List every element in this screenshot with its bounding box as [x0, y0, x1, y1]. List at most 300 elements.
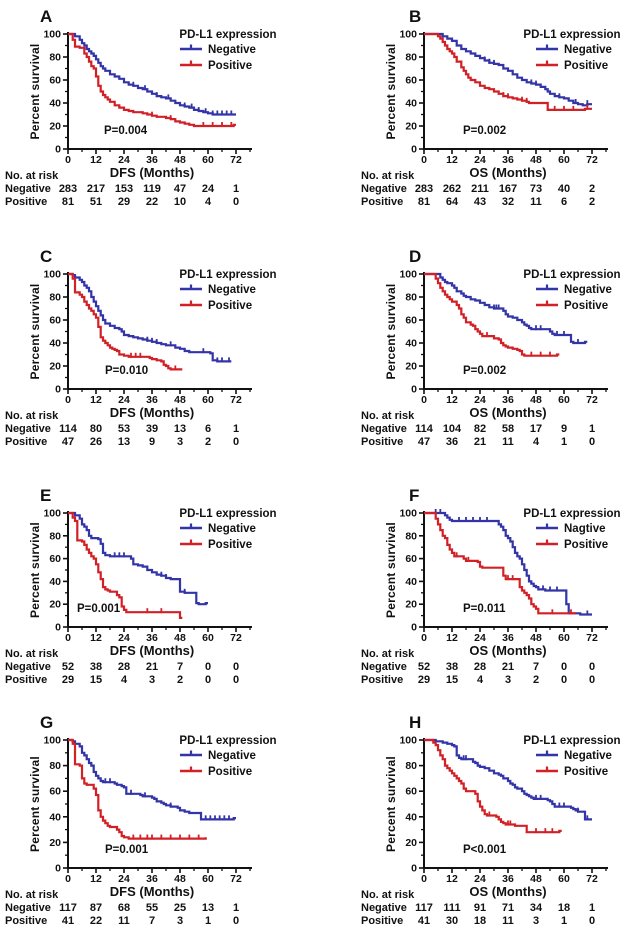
risk-count: 21 [145, 661, 159, 673]
risk-table-header: No. at risk [5, 889, 59, 901]
risk-count: 262 [442, 183, 462, 195]
risk-table-header: No. at risk [361, 648, 415, 660]
panel-label: F [409, 486, 420, 505]
p-value-annotation: P<0.001 [463, 844, 507, 856]
risk-count: 10 [173, 196, 187, 208]
risk-count: 0 [560, 674, 568, 686]
risk-count: 167 [498, 183, 518, 195]
x-tick-label: 48 [174, 873, 186, 885]
risk-count: 2 [532, 674, 540, 686]
panel-label: H [409, 713, 422, 732]
risk-count: 3 [504, 674, 512, 686]
x-tick-label: 36 [146, 873, 158, 885]
x-tick-label: 48 [530, 154, 542, 166]
risk-count: 47 [173, 183, 187, 195]
panel-G-chart [0, 705, 316, 937]
risk-count: 217 [86, 183, 106, 195]
legend-label-positive: Positive [208, 60, 253, 72]
x-axis-title: OS (Months) [469, 405, 547, 420]
risk-count: 1 [204, 915, 212, 927]
y-tick-label: 80 [49, 760, 61, 773]
x-axis-title: OS (Months) [469, 643, 547, 658]
risk-count: 91 [473, 902, 487, 914]
x-axis-title: OS (Months) [469, 165, 547, 180]
risk-count: 153 [114, 183, 134, 195]
risk-count: 9 [148, 436, 156, 448]
risk-count: 32 [501, 196, 515, 208]
x-tick-label: 12 [90, 154, 102, 166]
risk-count: 1 [232, 183, 240, 195]
risk-count: 283 [414, 183, 434, 195]
risk-count: 3 [532, 915, 540, 927]
x-tick-label: 60 [558, 873, 570, 885]
y-tick-label: 60 [405, 314, 417, 327]
x-tick-label: 36 [502, 632, 514, 644]
legend-title: PD-L1 expression [179, 269, 277, 281]
risk-count: 38 [89, 661, 103, 673]
x-tick-label: 48 [530, 394, 542, 406]
panel-B [316, 0, 631, 230]
risk-table-header: No. at risk [5, 170, 59, 182]
y-axis-title: Percent survival [28, 522, 42, 618]
x-tick-label: 24 [474, 873, 486, 885]
legend-label-negative: Nagtive [564, 523, 606, 535]
y-axis-title: Percent survival [28, 756, 42, 852]
risk-count: 55 [145, 902, 159, 914]
risk-table-header: No. at risk [5, 410, 59, 422]
risk-count: 80 [89, 423, 103, 435]
risk-count: 119 [143, 183, 161, 195]
x-tick-label: 72 [586, 873, 598, 885]
risk-count: 111 [443, 902, 461, 914]
risk-count: 22 [145, 196, 159, 208]
x-tick-label: 0 [65, 154, 71, 166]
km-curve-positive [424, 274, 559, 356]
risk-row-label-negative: Negative [5, 902, 51, 914]
risk-count: 11 [118, 915, 130, 927]
risk-count: 2 [176, 674, 184, 686]
x-tick-label: 24 [118, 632, 130, 644]
x-tick-label: 0 [65, 873, 71, 885]
y-tick-label: 100 [399, 507, 417, 520]
x-axis-title: DFS (Months) [109, 884, 195, 899]
risk-row-label-positive: Positive [361, 674, 404, 686]
km-curve-positive [68, 274, 182, 369]
legend-title: PD-L1 expression [523, 735, 621, 747]
panel-E-chart [0, 470, 316, 705]
y-tick-label: 40 [49, 337, 61, 350]
panel-C [0, 230, 316, 470]
risk-count: 22 [89, 915, 103, 927]
legend-label-negative: Negative [208, 284, 256, 296]
risk-count: 117 [415, 902, 433, 914]
risk-count: 7 [532, 661, 540, 673]
risk-count: 30 [445, 915, 459, 927]
km-curve-negative [68, 513, 208, 604]
x-tick-label: 0 [65, 632, 71, 644]
legend-title: PD-L1 expression [179, 508, 277, 520]
risk-count: 28 [473, 661, 487, 673]
risk-count: 29 [117, 196, 131, 208]
x-tick-label: 36 [146, 154, 158, 166]
y-tick-label: 20 [405, 120, 417, 133]
y-axis-title: Percent survival [28, 43, 42, 140]
y-tick-label: 100 [43, 28, 61, 41]
y-tick-label: 40 [405, 337, 417, 350]
panel-A-chart [0, 0, 316, 230]
risk-count: 0 [232, 661, 240, 673]
risk-row-label-positive: Positive [5, 436, 48, 448]
risk-count: 18 [473, 915, 487, 927]
y-tick-label: 60 [405, 553, 417, 566]
risk-count: 38 [445, 661, 459, 673]
risk-count: 24 [201, 183, 215, 195]
risk-count: 0 [204, 661, 212, 673]
risk-count: 2 [588, 196, 596, 208]
x-tick-label: 12 [90, 632, 102, 644]
x-tick-label: 60 [202, 154, 214, 166]
y-tick-label: 0 [411, 143, 417, 156]
y-tick-label: 20 [405, 836, 417, 849]
legend-label-negative: Negative [564, 44, 612, 56]
risk-count: 0 [232, 915, 240, 927]
risk-count: 0 [560, 661, 568, 673]
risk-count: 29 [417, 674, 431, 686]
x-tick-label: 24 [118, 873, 130, 885]
p-value-annotation: P=0.002 [463, 365, 507, 377]
legend-label-positive: Positive [564, 300, 609, 312]
legend-label-positive: Positive [564, 766, 609, 778]
legend-label-positive: Positive [208, 300, 253, 312]
x-tick-label: 60 [558, 154, 570, 166]
x-tick-label: 0 [421, 873, 427, 885]
risk-count: 0 [588, 674, 596, 686]
risk-count: 1 [588, 902, 596, 914]
x-tick-label: 72 [586, 154, 598, 166]
risk-count: 13 [117, 436, 131, 448]
legend-title: PD-L1 expression [523, 269, 621, 281]
panel-B-chart [316, 0, 631, 230]
risk-count: 51 [89, 196, 103, 208]
y-tick-label: 20 [49, 598, 61, 611]
risk-count: 2 [588, 183, 596, 195]
risk-count: 1 [232, 902, 240, 914]
risk-row-label-positive: Positive [361, 196, 404, 208]
y-axis-title: Percent survival [384, 283, 398, 380]
y-tick-label: 20 [405, 360, 417, 373]
risk-table-header: No. at risk [361, 170, 415, 182]
panel-H-chart [316, 705, 631, 937]
risk-row-label-positive: Positive [5, 674, 48, 686]
y-axis-title: Percent survival [384, 522, 398, 618]
y-tick-label: 0 [55, 621, 61, 634]
y-tick-label: 100 [399, 734, 417, 747]
risk-row-label-positive: Positive [5, 915, 48, 927]
p-value-annotation: P=0.001 [105, 844, 149, 856]
x-tick-label: 24 [474, 394, 486, 406]
y-tick-label: 80 [49, 51, 61, 64]
p-value-annotation: P=0.001 [77, 603, 121, 615]
risk-count: 11 [530, 196, 542, 208]
risk-count: 0 [588, 915, 596, 927]
legend-title: PD-L1 expression [523, 508, 621, 520]
y-tick-label: 0 [55, 383, 61, 396]
x-axis-title: DFS (Months) [109, 165, 195, 180]
x-tick-label: 48 [530, 632, 542, 644]
panel-label: D [409, 247, 422, 266]
risk-table-header: No. at risk [361, 410, 415, 422]
risk-count: 47 [417, 436, 431, 448]
risk-count: 73 [529, 183, 543, 195]
risk-count: 36 [445, 436, 459, 448]
legend-label-negative: Negative [208, 44, 256, 56]
x-tick-label: 48 [530, 873, 542, 885]
risk-count: 4 [204, 196, 212, 208]
panel-C-chart [0, 230, 316, 470]
y-tick-label: 40 [49, 811, 61, 824]
risk-count: 58 [501, 423, 515, 435]
risk-count: 17 [529, 423, 543, 435]
x-tick-label: 72 [586, 632, 598, 644]
risk-count: 3 [176, 915, 184, 927]
risk-count: 82 [473, 423, 487, 435]
risk-row-label-negative: Negative [5, 661, 51, 673]
x-tick-label: 12 [446, 632, 458, 644]
risk-row-label-negative: Negative [361, 661, 407, 673]
risk-row-label-negative: Negative [361, 423, 407, 435]
risk-count: 0 [588, 436, 596, 448]
x-axis-title: DFS (Months) [109, 643, 195, 658]
x-tick-label: 0 [65, 394, 71, 406]
y-tick-label: 60 [49, 553, 61, 566]
risk-count: 4 [120, 674, 128, 686]
risk-count: 211 [471, 183, 489, 195]
risk-count: 7 [148, 915, 156, 927]
x-tick-label: 60 [558, 632, 570, 644]
risk-count: 41 [61, 915, 75, 927]
risk-count: 117 [59, 902, 77, 914]
x-tick-label: 72 [230, 394, 242, 406]
risk-count: 1 [588, 423, 596, 435]
y-tick-label: 80 [405, 291, 417, 304]
risk-count: 52 [61, 661, 75, 673]
y-tick-label: 0 [411, 862, 417, 875]
risk-count: 0 [232, 436, 240, 448]
x-tick-label: 72 [586, 394, 598, 406]
risk-row-label-positive: Positive [5, 196, 48, 208]
x-tick-label: 36 [502, 394, 514, 406]
risk-count: 0 [204, 674, 212, 686]
risk-count: 28 [117, 661, 131, 673]
risk-count: 47 [61, 436, 75, 448]
legend-label-positive: Positive [208, 766, 253, 778]
x-tick-label: 48 [174, 632, 186, 644]
panel-H [316, 705, 631, 937]
risk-row-label-negative: Negative [361, 902, 407, 914]
risk-count: 0 [232, 674, 240, 686]
risk-count: 1 [560, 436, 568, 448]
panel-label: A [40, 7, 53, 26]
y-tick-label: 20 [49, 836, 61, 849]
y-tick-label: 60 [49, 785, 61, 798]
y-axis-title: Percent survival [28, 283, 42, 380]
risk-count: 6 [204, 423, 212, 435]
panel-label: G [40, 713, 54, 732]
x-tick-label: 12 [446, 873, 458, 885]
y-tick-label: 40 [405, 575, 417, 588]
x-tick-label: 36 [502, 154, 514, 166]
y-tick-label: 60 [405, 74, 417, 87]
legend-title: PD-L1 expression [179, 29, 277, 41]
x-tick-label: 60 [558, 394, 570, 406]
y-axis-title: Percent survival [384, 43, 398, 140]
legend-label-positive: Positive [564, 60, 609, 72]
risk-count: 29 [61, 674, 75, 686]
x-tick-label: 60 [202, 394, 214, 406]
y-tick-label: 80 [49, 291, 61, 304]
y-tick-label: 100 [43, 268, 61, 281]
x-tick-label: 0 [421, 394, 427, 406]
y-tick-label: 0 [55, 143, 61, 156]
risk-count: 11 [502, 915, 514, 927]
risk-count: 21 [473, 436, 487, 448]
panel-G [0, 705, 316, 937]
risk-count: 9 [560, 423, 568, 435]
y-tick-label: 40 [49, 575, 61, 588]
x-tick-label: 24 [118, 394, 130, 406]
y-tick-label: 40 [49, 97, 61, 110]
legend-label-positive: Positive [208, 539, 253, 551]
risk-count: 87 [89, 902, 103, 914]
y-tick-label: 0 [411, 621, 417, 634]
y-tick-label: 40 [405, 97, 417, 110]
risk-row-label-negative: Negative [5, 183, 51, 195]
x-tick-label: 72 [230, 154, 242, 166]
risk-row-label-negative: Negative [361, 183, 407, 195]
risk-count: 43 [473, 196, 487, 208]
legend-label-negative: Negative [564, 750, 612, 762]
x-tick-label: 36 [146, 394, 158, 406]
p-value-annotation: P=0.004 [104, 125, 148, 137]
risk-count: 15 [445, 674, 459, 686]
risk-count: 18 [557, 902, 571, 914]
panel-label: B [409, 7, 422, 26]
x-tick-label: 12 [446, 394, 458, 406]
risk-count: 0 [232, 196, 240, 208]
legend-title: PD-L1 expression [179, 735, 277, 747]
y-tick-label: 60 [49, 74, 61, 87]
x-tick-label: 24 [474, 632, 486, 644]
panel-F-chart [316, 470, 631, 705]
y-tick-label: 60 [405, 785, 417, 798]
y-axis-title: Percent survival [384, 756, 398, 852]
p-value-annotation: P=0.010 [105, 365, 149, 377]
x-tick-label: 72 [230, 632, 242, 644]
x-tick-label: 48 [174, 394, 186, 406]
panel-label: C [40, 247, 53, 266]
x-tick-label: 60 [202, 632, 214, 644]
risk-count: 21 [501, 661, 515, 673]
risk-count: 104 [442, 423, 462, 435]
y-tick-label: 100 [43, 734, 61, 747]
panel-F [316, 470, 631, 705]
x-tick-label: 24 [474, 154, 486, 166]
y-tick-label: 100 [399, 268, 417, 281]
risk-count: 114 [59, 423, 77, 435]
p-value-annotation: P=0.002 [463, 125, 507, 137]
risk-count: 25 [173, 902, 187, 914]
panel-D-chart [316, 230, 631, 470]
risk-count: 52 [417, 661, 431, 673]
risk-table-header: No. at risk [361, 889, 415, 901]
risk-count: 68 [117, 902, 131, 914]
x-tick-label: 36 [502, 873, 514, 885]
y-tick-label: 80 [405, 760, 417, 773]
risk-table-header: No. at risk [5, 648, 59, 660]
legend-title: PD-L1 expression [523, 29, 621, 41]
y-tick-label: 20 [49, 120, 61, 133]
x-axis-title: DFS (Months) [109, 405, 195, 420]
risk-count: 4 [476, 674, 484, 686]
risk-row-label-positive: Positive [361, 436, 404, 448]
risk-count: 34 [529, 902, 543, 914]
risk-row-label-positive: Positive [361, 915, 404, 927]
risk-count: 0 [588, 661, 596, 673]
risk-count: 114 [415, 423, 433, 435]
risk-count: 11 [502, 436, 514, 448]
risk-count: 71 [501, 902, 515, 914]
y-tick-label: 0 [411, 383, 417, 396]
risk-count: 1 [232, 423, 240, 435]
risk-count: 4 [532, 436, 540, 448]
y-tick-label: 20 [49, 360, 61, 373]
km-curve-negative [424, 274, 587, 343]
legend-label-positive: Positive [564, 539, 609, 551]
risk-row-label-negative: Negative [5, 423, 51, 435]
panel-A [0, 0, 316, 230]
risk-count: 283 [58, 183, 78, 195]
x-tick-label: 36 [146, 632, 158, 644]
risk-count: 15 [89, 674, 103, 686]
panel-label: E [40, 486, 52, 505]
risk-count: 7 [176, 661, 184, 673]
y-tick-label: 20 [405, 598, 417, 611]
risk-count: 26 [89, 436, 103, 448]
risk-count: 3 [148, 674, 156, 686]
x-tick-label: 0 [421, 154, 427, 166]
y-tick-label: 100 [43, 507, 61, 520]
x-tick-label: 60 [202, 873, 214, 885]
risk-count: 41 [417, 915, 431, 927]
risk-count: 40 [557, 183, 571, 195]
p-value-annotation: P=0.011 [463, 603, 506, 615]
panel-D [316, 230, 631, 470]
x-tick-label: 12 [90, 873, 102, 885]
risk-count: 13 [173, 423, 187, 435]
y-tick-label: 40 [405, 811, 417, 824]
y-tick-label: 80 [49, 530, 61, 543]
legend-label-negative: Negative [208, 523, 256, 535]
risk-count: 13 [201, 902, 215, 914]
risk-count: 53 [117, 423, 131, 435]
risk-count: 1 [560, 915, 568, 927]
risk-count: 39 [145, 423, 159, 435]
y-tick-label: 0 [55, 862, 61, 875]
risk-count: 3 [176, 436, 184, 448]
km-curve-negative [68, 274, 231, 361]
legend-label-negative: Negative [208, 750, 256, 762]
y-tick-label: 100 [399, 28, 417, 41]
